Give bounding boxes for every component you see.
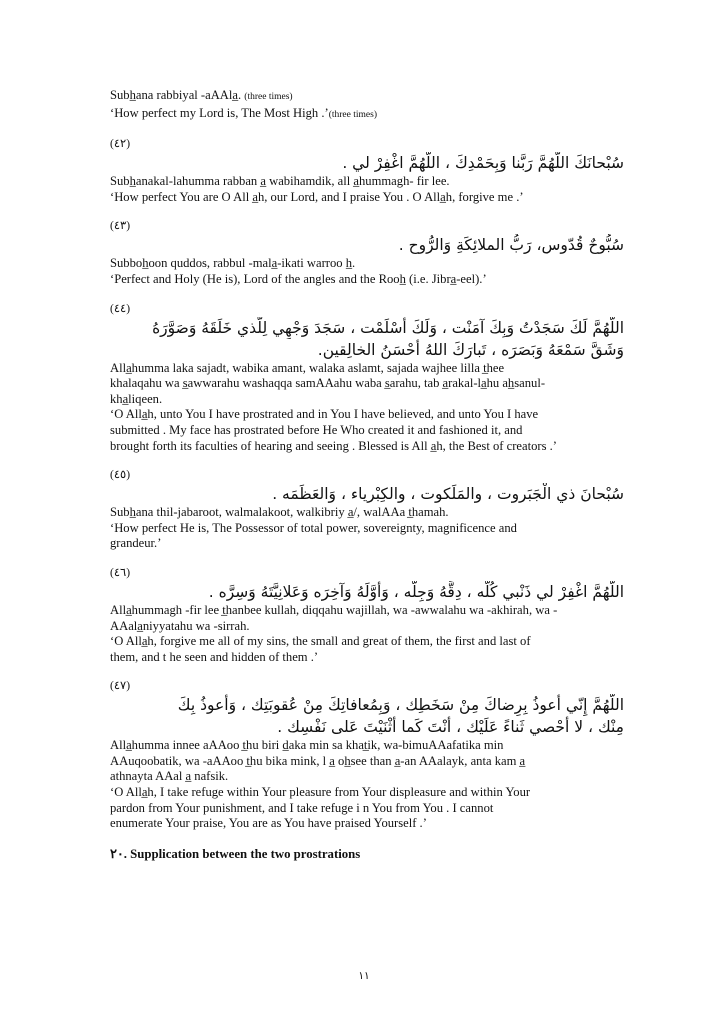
section-46 [110, 566, 624, 665]
transliteration-line: Subboh̲oon quddos, rabbul -mala̲-ikati warroo h̲. [110, 256, 356, 271]
transliteration-line: Subh̲ana thil-jabaroot, walmalakoot, walkibriy a̲/, walAAa t̲hamah. [110, 505, 449, 520]
translation-line: submitted . My face has prostrated before He Who created it and fashioned it, and [110, 422, 523, 437]
translation-line: grandeur.’ [110, 536, 162, 551]
translation-line: pardon from Your punishment, and I take refuge i n You from You . I cannot [110, 800, 494, 815]
transliteration-line: athnayta AAal a̲ nafsik. [110, 769, 229, 784]
translation-line: ‘How perfect He is, The Possessor of total power, sovereignty, magnificence and [110, 520, 517, 535]
section-number: (٤٧) [110, 680, 131, 693]
arabic-line: اللّهُمَّ اغْفِرْ لي ذَنْبي كُلَّه ، دِقَّهُ وَجِلَّه ، وَأَوَّلَهُ وَآخِرَه وَعَلانِيَّتَهُ وَسِرَّه . [208, 582, 624, 601]
section-44 [110, 302, 624, 455]
arabic-line: اللّهُمَّ لَكَ سَجَدْتُ وَبِكَ آمَنْت ، وَلَكَ أَسْلَمْت ، سَجَدَ وَجْهِي لِلَّذي خَلَقَهُ وَصَوَّرَهُ [152, 318, 624, 337]
arabic-line: سُبْحانَكَ اللّهُمَّ رَبَّنا وَبِحَمْدِكَ ، اللّهُمَّ اغْفِرْ لي . [342, 154, 624, 173]
repeat-note: (three times) [244, 92, 293, 102]
translation-line: ‘O Alla̲h, unto You I have prostrated and in You I have believed, and unto You I have [110, 407, 539, 422]
section-number: (٤٢) [110, 138, 131, 151]
transliteration-line: AAuqoobatik, wa -aAAoo t̲hu bika mink, l a̲ oh̲see than a̲-an AAalayk, anta kam a̲ [110, 753, 526, 768]
section-45 [110, 468, 624, 552]
transliteration-text: Subh̲ana rabbiyal -aAAla̲. [110, 88, 242, 102]
section-47 [110, 679, 624, 832]
translation-line: brought forth its faculties of hearing and seeing . Blessed is All a̲h, the Best of creators .’ [110, 438, 557, 453]
section-number: (٤٥) [110, 469, 131, 482]
translation-line: ‘Perfect and Holy (He is), Lord of the angles and the Rooh̲ (i.e. Jibra̲-eel).’ [110, 271, 487, 286]
translation-line: ‘How perfect You are O All a̲h, our Lord, and I praise You . O Alla̲h, forgive me .’ [110, 189, 524, 204]
repeat-note: (three times) [328, 109, 377, 120]
page-number: ١١ [358, 970, 370, 982]
transliteration-line: Alla̲humma laka sajadt, wabika amant, walaka aslamt, sajada wajhee lilla t̲hee [110, 360, 505, 375]
section-number: (٤٤) [110, 302, 131, 315]
translation-line [110, 106, 624, 124]
arabic-line: مِنْك ، لا أُحْصي ثَناءً عَلَيْك ، أَنْتَ كَما أَثْنَيْتَ عَلى نَفْسِك . [277, 718, 624, 737]
translation-line: them, and t he seen and hidden of them .’ [110, 649, 319, 664]
arabic-line: اللّهُمَّ إِنّي أَعوذُ بِرِضاكَ مِنْ سَخَطِك ، وَبِمُعافاتِكَ مِنْ عُقوبَتِك ، وَأَعوذُ بِكَ [177, 696, 624, 715]
translation-line: ‘O Alla̲h, I take refuge within Your pleasure from Your displeasure and within Your [110, 785, 531, 800]
transliteration-line: AAala̲niyyatahu wa -sirrah. [110, 618, 250, 633]
section-heading: ٢٠. Supplication between the two prostrations [110, 846, 361, 861]
translation-line: enumerate Your praise, You are as You have praised Yourself .’ [110, 816, 427, 831]
transliteration-line [110, 88, 624, 106]
section-number: (٤٦) [110, 566, 131, 579]
arabic-line: سُبْحانَ ذي الْجَبَروت ، والمَلَكوت ، والكِبْرياء ، وَالعَظَمَه . [272, 485, 624, 504]
translation-line: ‘O Alla̲h, forgive me all of my sins, the small and great of them, the first and last of [110, 634, 531, 649]
transliteration-line: Alla̲hummagh -fir lee t̲hanbee kullah, diqqahu wajillah, wa -awwalahu wa -akhirah, wa - [110, 602, 558, 617]
section-42 [110, 137, 624, 205]
section-43 [110, 219, 624, 287]
translation-text: ‘How perfect my Lord is, The Most High .’ [110, 105, 329, 120]
arabic-line: سُبُّوحٌ قُدّوس، رَبُّ الملائِكَةِ وَالرُّوح . [398, 236, 624, 255]
document-page [110, 88, 624, 862]
transliteration-line: kha̲liqeen. [110, 391, 163, 406]
transliteration-line: Alla̲humma innee aAAoo t̲hu biri d̲aka min sa khat̲ik, wa-bimuAAafatika min [110, 738, 504, 753]
section-number: (٤٣) [110, 220, 131, 233]
transliteration-line: Subh̲anakal-lahumma rabban a̲ wabihamdik, all a̲hummagh- fir lee. [110, 174, 450, 189]
section-41 [110, 88, 624, 123]
transliteration-line: khalaqahu wa s̲awwarahu washaqqa samAAahu waba s̲arahu, tab a̲rakal-la̲hu ah̲sanul- [110, 376, 546, 391]
arabic-line: وَشَقَّ سَمْعَهُ وَبَصَرَه ، تَبارَكَ اللهُ أَحْسَنُ الخالِقين. [317, 340, 624, 359]
